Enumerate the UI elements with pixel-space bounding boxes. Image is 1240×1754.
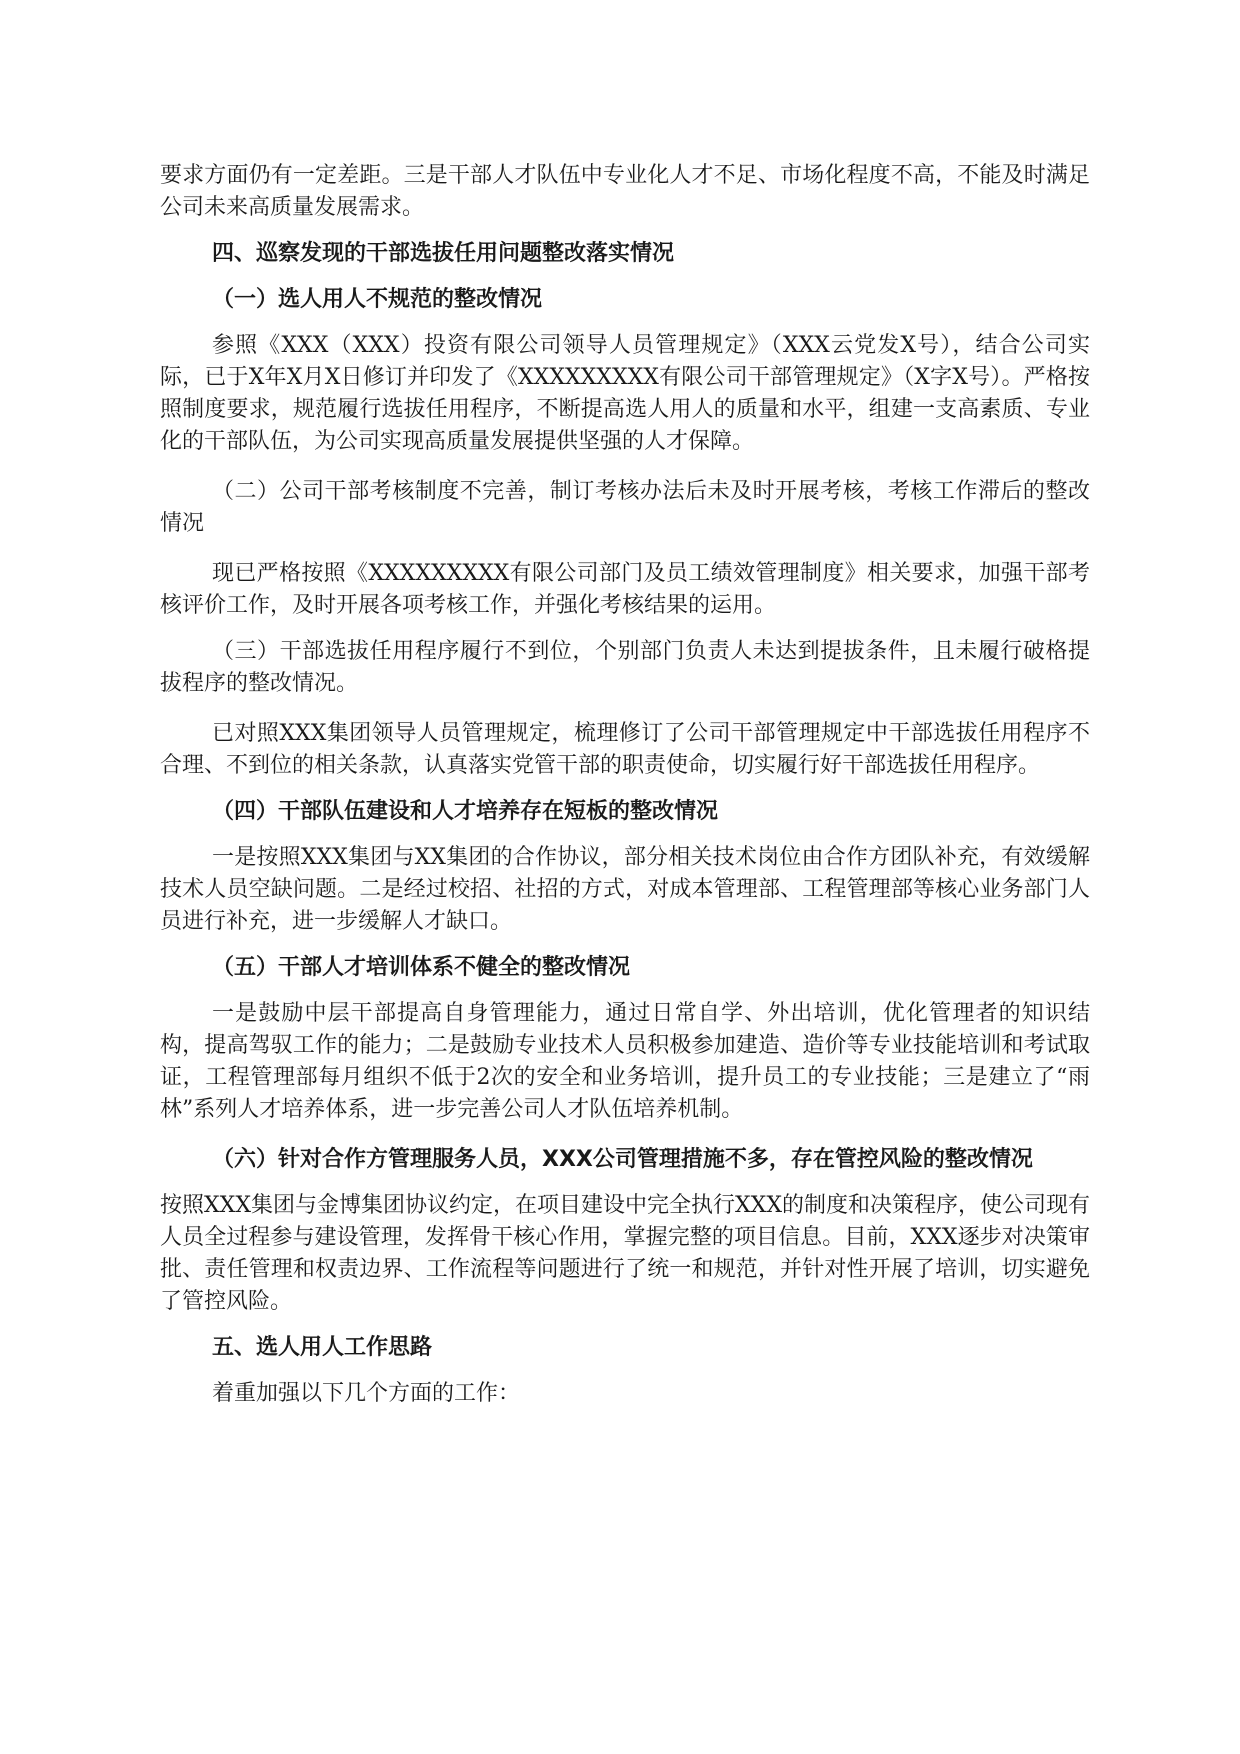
paragraph-partner-management: 按照XXX集团与金博集团协议约定，在项目建设中完全执行XXX的制度和决策程序，使公司现有人员全过程参与建设管理，发挥骨干核心作用，掌握完整的项目信息。目前，XXX逐步对决策审批、责任管理和权责边界、工作流程等问题进行了统一和规范，并针对性开展了培训，切实避免了管控风险。 <box>160 1193 1090 1314</box>
section-heading-5: 五、选人用人工作思路 <box>212 1335 433 1360</box>
paragraph-subsection-2-title: （二）公司干部考核制度不完善，制订考核办法后未及时开展考核，考核工作滞后的整改情况 <box>160 479 1090 536</box>
document-page <box>160 160 1090 1410</box>
subsection-heading-5: （五）干部人才培训体系不健全的整改情况 <box>212 955 631 980</box>
subsection-heading-1: （一）选人用人不规范的整改情况 <box>212 287 543 312</box>
subsection-heading-6: （六）针对合作方管理服务人员，XXX公司管理措施不多，存在管控风险的整改情况 <box>212 1147 1033 1172</box>
subsection-heading-4: （四）干部队伍建设和人才培养存在短板的整改情况 <box>212 799 719 824</box>
paragraph-intro-continuation: 要求方面仍有一定差距。三是干部人才队伍中专业化人才不足、市场化程度不高，不能及时满足公司未来高质量发展需求。 <box>160 163 1090 220</box>
paragraph-training-system: 一是鼓励中层干部提高自身管理能力，通过日常自学、外出培训，优化管理者的知识结构，提高驾驭工作的能力；二是鼓励专业技术人员积极参加建造、造价等专业技能培训和考试取证，工程管理部每月组织不低于2次的安全和业务培训，提升员工的专业技能；三是建立了“雨林”系列人才培养体系，进一步完善公司人才队伍培养机制。 <box>160 1001 1090 1122</box>
paragraph-assessment-rectification: 现已严格按照《XXXXXXXXX有限公司部门及员工绩效管理制度》相关要求，加强干部考核评价工作，及时开展各项考核工作，并强化考核结果的运用。 <box>160 561 1090 618</box>
paragraph-work-focus: 着重加强以下几个方面的工作： <box>212 1381 521 1406</box>
section-heading-4: 四、巡察发现的干部选拔任用问题整改落实情况 <box>212 241 675 266</box>
paragraph-subsection-3-title: （三）干部选拔任用程序履行不到位，个别部门负责人未达到提拔条件，且未履行破格提拔程序的整改情况。 <box>160 639 1090 696</box>
paragraph-selection-procedure: 已对照XXX集团领导人员管理规定，梳理修订了公司干部管理规定中干部选拔任用程序不合理、不到位的相关条款，认真落实党管干部的职责使命，切实履行好干部选拔任用程序。 <box>160 721 1090 778</box>
paragraph-talent-supplement: 一是按照XXX集团与XX集团的合作协议，部分相关技术岗位由合作方团队补充，有效缓解技术人员空缺问题。二是经过校招、社招的方式，对成本管理部、工程管理部等核心业务部门人员进行补充，进一步缓解人才缺口。 <box>160 845 1090 934</box>
paragraph-regulation-revision: 参照《XXX（XXX）投资有限公司领导人员管理规定》（XXX云党发X号），结合公司实际，已于X年X月X日修订并印发了《XXXXXXXXX有限公司干部管理规定》（X字X号）。严格按照制度要求，规范履行选拔任用程序，不断提高选人用人的质量和水平，组建一支高素质、专业化的干部队伍，为公司实现高质量发展提供坚强的人才保障。 <box>160 333 1090 454</box>
